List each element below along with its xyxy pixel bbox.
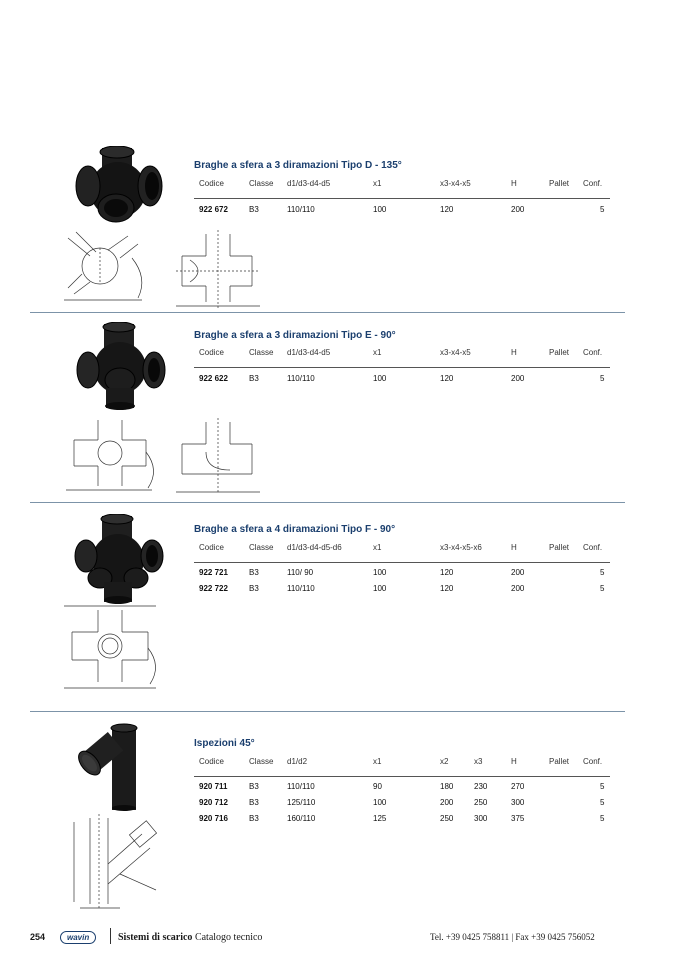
col-header-classe: Classe — [249, 348, 274, 357]
col-header-x3: x3-x4-x5 — [440, 348, 471, 357]
table-header — [194, 543, 610, 557]
cell-x3: 300 — [474, 814, 488, 823]
contact-info: Tel. +39 0425 758811 | Fax +39 0425 756052 — [430, 932, 595, 942]
technical-drawing-tipo-d-a — [58, 228, 158, 306]
table-row — [194, 798, 610, 810]
cell-x1: 100 — [373, 568, 387, 577]
cell-d: 110/110 — [287, 584, 315, 593]
cell-h: 200 — [511, 568, 525, 577]
section-title: Braghe a sfera a 3 diramazioni Tipo E - 90° — [194, 330, 396, 341]
col-header-d: d1/d2 — [287, 757, 308, 766]
col-header-codice: Codice — [199, 348, 224, 357]
cell-conf: 5 — [600, 814, 605, 823]
col-header-x1: x1 — [373, 543, 382, 552]
cell-x1: 100 — [373, 584, 387, 593]
cell-h: 200 — [511, 205, 525, 214]
table-rule — [194, 776, 610, 777]
technical-drawing-ispezioni — [60, 814, 170, 914]
catalog-rest: Catalogo tecnico — [192, 932, 263, 943]
col-header-pallet: Pallet — [549, 179, 570, 188]
section-divider — [30, 502, 625, 503]
col-header-h: H — [511, 757, 517, 766]
section-divider — [30, 711, 625, 712]
cell-d: 125/110 — [287, 798, 316, 807]
cell-x1: 125 — [373, 814, 387, 823]
col-header-conf: Conf. — [583, 757, 603, 766]
cell-x1: 90 — [373, 782, 382, 791]
cell-classe: B3 — [249, 568, 259, 577]
cell-codice: 922 722 — [199, 584, 228, 593]
cell-d: 110/ 90 — [287, 568, 314, 577]
col-header-pallet: Pallet — [549, 757, 570, 766]
table-row — [194, 568, 610, 580]
col-header-conf: Conf. — [583, 348, 603, 357]
col-header-pallet: Pallet — [549, 543, 570, 552]
cell-x2: 250 — [440, 814, 454, 823]
product-photo-tipo-e — [74, 322, 166, 410]
col-header-codice: Codice — [199, 179, 224, 188]
section-divider — [30, 312, 625, 313]
cell-codice: 920 712 — [199, 798, 228, 807]
table-row — [194, 374, 610, 386]
footer-separator — [110, 928, 111, 944]
col-header-d: d1/d3-d4-d5 — [287, 348, 331, 357]
wavin-logo — [60, 931, 96, 944]
cell-x1: 100 — [373, 205, 387, 214]
table-rule — [194, 367, 610, 368]
wavin-logo-text: wavin — [67, 933, 90, 942]
product-photo-tipo-d — [68, 146, 168, 228]
col-header-x1: x1 — [373, 348, 382, 357]
cell-codice: 920 711 — [199, 782, 228, 791]
cell-d: 110/110 — [287, 205, 315, 214]
technical-drawing-tipo-e-a — [62, 416, 162, 494]
cell-h: 200 — [511, 374, 525, 383]
table-row — [194, 782, 610, 794]
col-header-conf: Conf. — [583, 543, 603, 552]
cell-x1: 100 — [373, 374, 387, 383]
product-photo-ispezioni — [72, 720, 168, 812]
cell-conf: 5 — [600, 374, 605, 383]
col-header-codice: Codice — [199, 757, 224, 766]
cell-x3: 120 — [440, 584, 454, 593]
col-header-h: H — [511, 179, 517, 188]
cell-classe: B3 — [249, 798, 259, 807]
cell-codice: 922 622 — [199, 374, 228, 383]
col-header-x3: x3-x4-x5 — [440, 179, 471, 188]
cell-codice: 922 672 — [199, 205, 228, 214]
cell-x1: 100 — [373, 798, 387, 807]
cell-h: 375 — [511, 814, 525, 823]
cell-classe: B3 — [249, 374, 259, 383]
cell-conf: 5 — [600, 798, 605, 807]
cell-x3: 230 — [474, 782, 488, 791]
page-number: 254 — [30, 932, 46, 942]
col-header-x3: x3 — [474, 757, 483, 766]
col-header-conf: Conf. — [583, 179, 603, 188]
cell-x3: 120 — [440, 205, 454, 214]
cell-classe: B3 — [249, 814, 259, 823]
cell-conf: 5 — [600, 568, 605, 577]
cell-codice: 920 716 — [199, 814, 228, 823]
cell-x3: 120 — [440, 374, 454, 383]
cell-d: 160/110 — [287, 814, 316, 823]
cell-h: 270 — [511, 782, 525, 791]
table-row — [194, 205, 610, 217]
col-header-x3: x3-x4-x5-x6 — [440, 543, 482, 552]
cell-h: 200 — [511, 584, 525, 593]
col-header-h: H — [511, 543, 517, 552]
table-rule — [194, 198, 610, 199]
cell-conf: 5 — [600, 205, 605, 214]
col-header-classe: Classe — [249, 179, 274, 188]
cell-x3: 250 — [474, 798, 488, 807]
cell-d: 110/110 — [287, 782, 315, 791]
product-photo-tipo-f — [70, 514, 166, 604]
page-footer — [0, 930, 678, 946]
catalog-bold: Sistemi di scarico — [118, 932, 193, 943]
col-header-d: d1/d3-d4-d5 — [287, 179, 331, 188]
cell-x2: 200 — [440, 798, 454, 807]
col-header-codice: Codice — [199, 543, 224, 552]
col-header-x1: x1 — [373, 757, 382, 766]
cell-x3: 120 — [440, 568, 454, 577]
cell-classe: B3 — [249, 205, 259, 214]
section-title: Ispezioni 45° — [194, 738, 255, 749]
cell-x2: 180 — [440, 782, 454, 791]
col-header-pallet: Pallet — [549, 348, 570, 357]
technical-drawing-tipo-f — [60, 604, 166, 692]
cell-classe: B3 — [249, 782, 259, 791]
cell-d: 110/110 — [287, 374, 315, 383]
col-header-x2: x2 — [440, 757, 449, 766]
table-header — [194, 179, 610, 193]
table-rule — [194, 562, 610, 563]
col-header-classe: Classe — [249, 757, 274, 766]
cell-codice: 922 721 — [199, 568, 228, 577]
table-header — [194, 348, 610, 362]
cell-h: 300 — [511, 798, 525, 807]
table-row — [194, 584, 610, 596]
col-header-classe: Classe — [249, 543, 274, 552]
table-header — [194, 757, 610, 771]
table-row — [194, 814, 610, 826]
cell-classe: B3 — [249, 584, 259, 593]
section-title: Braghe a sfera a 3 diramazioni Tipo D - 135° — [194, 160, 402, 171]
section-title: Braghe a sfera a 4 diramazioni Tipo F - 90° — [194, 524, 396, 535]
catalog-label — [118, 932, 262, 943]
col-header-x1: x1 — [373, 179, 382, 188]
cell-conf: 5 — [600, 584, 605, 593]
col-header-h: H — [511, 348, 517, 357]
technical-drawing-tipo-d-b — [172, 230, 268, 310]
technical-drawing-tipo-e-b — [172, 418, 268, 496]
col-header-d: d1/d3-d4-d5-d6 — [287, 543, 342, 552]
cell-conf: 5 — [600, 782, 605, 791]
